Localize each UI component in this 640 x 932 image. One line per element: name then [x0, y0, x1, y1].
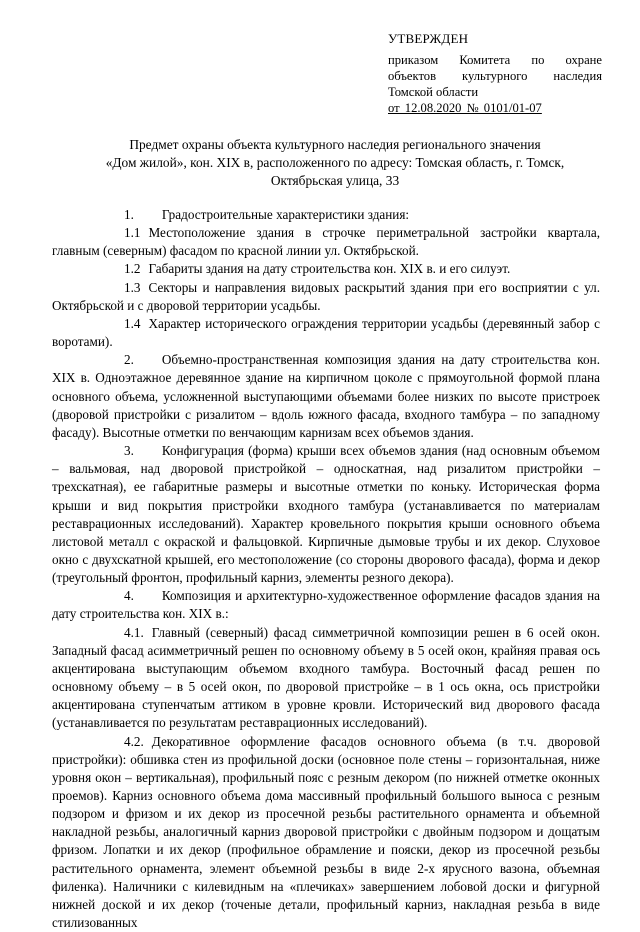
approval-committee-line: объектов культурного наследия: [388, 69, 602, 83]
title-line-1: Предмет охраны объекта культурного наследия регионального значения: [129, 137, 541, 152]
approval-region-line: Томской области: [388, 85, 479, 99]
approval-date-number: от 12.08.2020 № 0101/01-07: [388, 101, 542, 115]
section-number: 4.2.: [124, 733, 144, 749]
approval-order-line: приказом Комитета по охране: [388, 53, 602, 67]
section-number: 1.4: [124, 315, 141, 331]
section-number: 2.: [124, 352, 134, 368]
section-1-3: [52, 279, 600, 315]
document-body: [52, 206, 600, 932]
section-text: Главный (северный) фасад симметричной композиции решен в 6 осей окон. Западный фасад асимметричный решен по основному объему в 5 осей окон, крайняя правая ось акцентирована выступающим объемом входного тамбура. Восточный фасад решен по основному объему – в 5 осей окон, по дворовой пристройке – в 1 ось окна, ось пристройки акцентирована ступенчатым аттиком в уровне кровли. Исторический вид дворового фасада (устанавливается по результатам реставрационных исследований).: [52, 624, 600, 731]
section-number: 3.: [124, 443, 134, 459]
section-text: Композиция и архитектурно-художественное оформление фасадов здания на дату строительства кон. XIX в.:: [52, 588, 600, 622]
title-line-3: Октябрьская улица, 33: [270, 173, 400, 188]
approval-heading: УТВЕРЖДЕН: [388, 31, 469, 46]
approval-block: [388, 31, 602, 116]
section-number: 1.: [124, 207, 134, 222]
section-4-1: [52, 624, 600, 733]
section-1: [52, 206, 600, 224]
section-number: 1.3: [124, 279, 141, 295]
section-text: Секторы и направления видовых раскрытий здания при его восприятии с ул. Октябрьской и с дворовой территории усадьбы.: [52, 279, 600, 313]
section-4: [52, 587, 600, 623]
section-1-1: [52, 224, 600, 260]
section-number: 4.1.: [124, 624, 144, 640]
section-number: 4.: [124, 588, 134, 604]
section-text: Конфигурация (форма) крыши всех объемов здания (над основным объемом – вальмовая, над дворовой пристройкой – односкатная, над ризалитом пристройки – трехскатная), ее габаритные размеры и высотные отметки по коньку. Историческая форма крыши и вид покрытия пристройки входного тамбура (устанавливается по материалам реставрационных исследований). Характер кровельного покрытия крыши основного объема листовой металл с окраской и фальцовкой. Кирпичные дымовые трубы и их декор. Слуховое окно с двухскатной крышей, его местоположение (со стороны дворового фасада), форма и декор (треугольный фронтон, профильный карниз, элементы резного декора).: [52, 443, 600, 586]
section-text: Характер исторического ограждения территории усадьбы (деревянный забор с воротами).: [52, 315, 600, 350]
section-1-4: [52, 315, 600, 351]
section-1-2: [52, 260, 600, 278]
section-text: Местоположение здания в строчке периметральной застройки квартала, главным (северным) фасадом по красной линии ул. Октябрьской.: [52, 225, 600, 259]
section-text: Объемно-пространственная композиция здания на дату строительства кон. XIX в. Одноэтажное деревянное здание на кирпичном цоколе с прямоугольной формой плана основного объема, усложненной выступающими объемами более низких по высоте пристроек (дворовой пристройки с ризалитом – вдоль южного фасада, входного тамбура – по западному фасаду). Высотные отметки по венчающим карнизам всех объемов здания.: [52, 352, 600, 440]
section-3: [52, 442, 600, 587]
section-text: Габариты здания на дату строительства кон. XIX в. и его силуэт.: [148, 261, 511, 277]
document-title: [60, 136, 610, 190]
section-2: [52, 351, 600, 442]
section-number: 1.1: [124, 225, 141, 241]
title-line-2: «Дом жилой», кон. XIX в, расположенного по адресу: Томская область, г. Томск,: [105, 155, 565, 170]
section-text: Градостроительные характеристики здания:: [161, 207, 410, 222]
section-text: Декоративное оформление фасадов основного объема (в т.ч. дворовой пристройки): обшивка стен из профильной доски (основное поле стены – горизонтальная, ниже уровня окон – вертикальная), профильный пояс с резным декором (по нижней отметке оконных проемов). Карниз основного объема дома массивный профильный большого выноса с резным подзором и фризом и их декор из просечной резьбы растительного орнамента и объемной накладной резьбы, аналогичный карниз дворовой пристройки с двойным подзором и дощатым фризом. Лопатки и их декор (профильное обрамление и пояски, декор из просечной резьбы растительного орнамента, элемент объемной резьбы в виде 2-х ярусного вазона, объемная филенка). Наличники с килевидным на «плечиках» завершением лобовой доски и фигурной нижней доской и их декор (точеные детали, профильный карниз, накладная резьба в виде стилизованных: [52, 733, 600, 931]
section-4-2: [52, 733, 600, 932]
section-number: 1.2: [124, 261, 141, 277]
